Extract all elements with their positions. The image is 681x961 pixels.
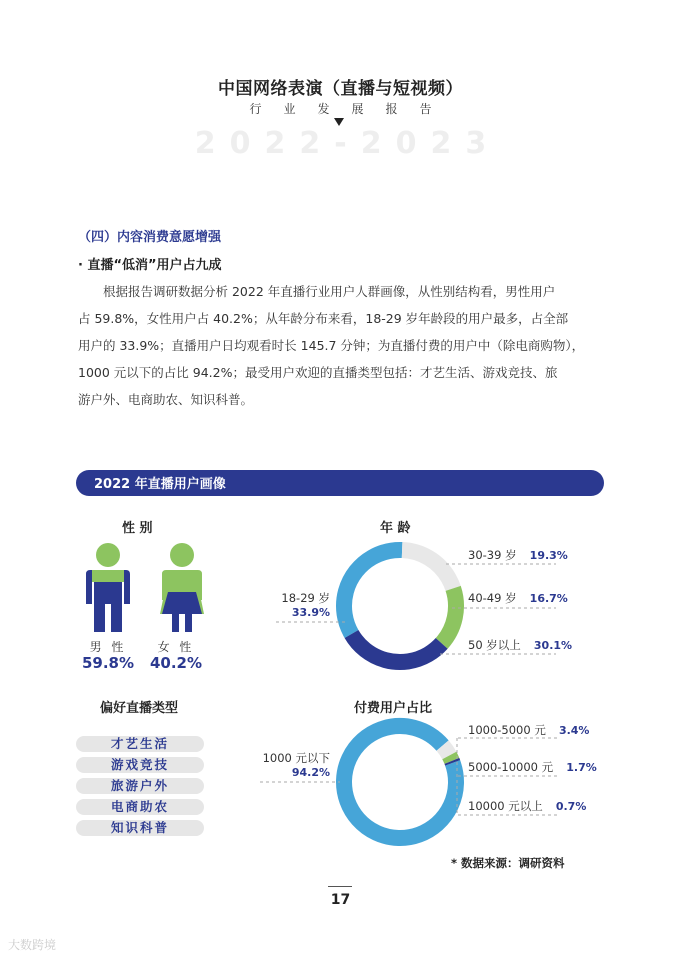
leader-line: [440, 652, 556, 656]
female-figure-icon: [152, 542, 212, 634]
body-paragraph: [78, 278, 606, 413]
report-subtitle: 行业发展报告: [249, 102, 454, 116]
pay-legend-5000-10000: [468, 756, 597, 775]
age-value-18-29: 33.9%: [291, 606, 330, 619]
paying-donut-chart: [330, 712, 470, 852]
age-value-40-49: 16.7%: [529, 592, 568, 605]
paragraph-line: 占 59.8%，女性用户占 40.2%；从年龄分布来看，18-29 岁年龄段的用户最多，占全部: [78, 311, 569, 326]
report-years: 2022-2023: [194, 126, 501, 161]
pay-legend-under-1000: [260, 750, 330, 779]
page-divider: [328, 886, 352, 887]
age-label-30-39: 30-39 岁: [468, 548, 517, 562]
male-figure-icon: [78, 542, 138, 634]
age-chart-title: 年 龄: [380, 521, 411, 536]
pay-label-5000-10000: 5000-10000 元: [468, 760, 554, 774]
age-value-50plus: 30.1%: [533, 639, 573, 652]
watermark-text: 大数跨境: [8, 938, 57, 952]
age-legend-50plus: [468, 634, 572, 653]
bracket-line: [454, 736, 460, 816]
paragraph-line: 1000 元以下的占比 94.2%；最受用户欢迎的直播类型包括：才艺生活、游戏竞技、旅: [78, 365, 558, 380]
preferences-title: 偏好直播类型: [100, 701, 179, 716]
age-label-50plus: 50 岁以上: [468, 638, 521, 652]
leader-line: [458, 774, 558, 778]
male-label: 男 性: [89, 640, 127, 654]
pay-value-over-10000: 0.7%: [555, 800, 587, 813]
data-source-note: * 数据来源：调研资料: [451, 856, 565, 870]
pay-slice-0: [330, 712, 470, 852]
pay-label-1000-5000: 1000-5000 元: [468, 723, 546, 737]
preference-item: 才艺生活: [110, 736, 169, 751]
pay-value-1000-5000: 3.4%: [558, 724, 590, 737]
pay-label-over-10000: 10000 元以上: [468, 799, 543, 813]
preference-item: 电商助农: [110, 799, 169, 814]
age-legend-40-49: [468, 587, 568, 606]
pay-label-under-1000: 1000 元以下: [262, 751, 330, 765]
age-label-40-49: 40-49 岁: [468, 591, 517, 605]
section-subtitle: · 直播“低消”用户占九成: [78, 258, 222, 273]
page-number: 17: [330, 892, 351, 908]
age-value-30-39: 19.3%: [529, 549, 568, 562]
male-percent: 59.8%: [81, 654, 135, 672]
pay-legend-over-10000: [468, 795, 586, 814]
leader-line: [458, 813, 558, 817]
paragraph-line: 用户的 33.9%；直播用户日均观看时长 145.7 分钟；为直播付费的用户中（除电商购物），: [78, 338, 585, 353]
paying-chart-title: 付费用户占比: [354, 701, 433, 716]
banner-title: 2022 年直播用户画像: [94, 477, 226, 492]
leader-line: [446, 562, 556, 566]
leader-line: [458, 736, 558, 740]
age-legend-30-39: [468, 544, 568, 563]
report-title: 中国网络表演（直播与短视频）: [218, 79, 463, 99]
gender-title: 性 别: [122, 521, 153, 536]
paragraph-line: 根据报告调研数据分析 2022 年直播行业用户人群画像，从性别结构看，男性用户: [103, 284, 556, 299]
leader-line: [452, 606, 556, 610]
preference-item: 旅游户外: [110, 778, 169, 793]
leader-line: [276, 620, 346, 624]
paragraph-line: 游户外、电商助农、知识科普。: [78, 392, 254, 407]
pay-value-under-1000: 94.2%: [291, 766, 330, 779]
preference-item: 游戏竞技: [110, 757, 169, 772]
pay-value-5000-10000: 1.7%: [566, 761, 597, 774]
age-legend-18-29: [280, 590, 330, 619]
preference-item: 知识科普: [110, 820, 169, 835]
leader-line: [260, 780, 340, 784]
age-label-18-29: 18-29 岁: [281, 591, 330, 605]
female-percent: 40.2%: [149, 654, 203, 672]
section-title: （四）内容消费意愿增强: [78, 230, 222, 245]
female-label: 女 性: [157, 640, 195, 654]
triangle-down-icon: [334, 118, 344, 126]
